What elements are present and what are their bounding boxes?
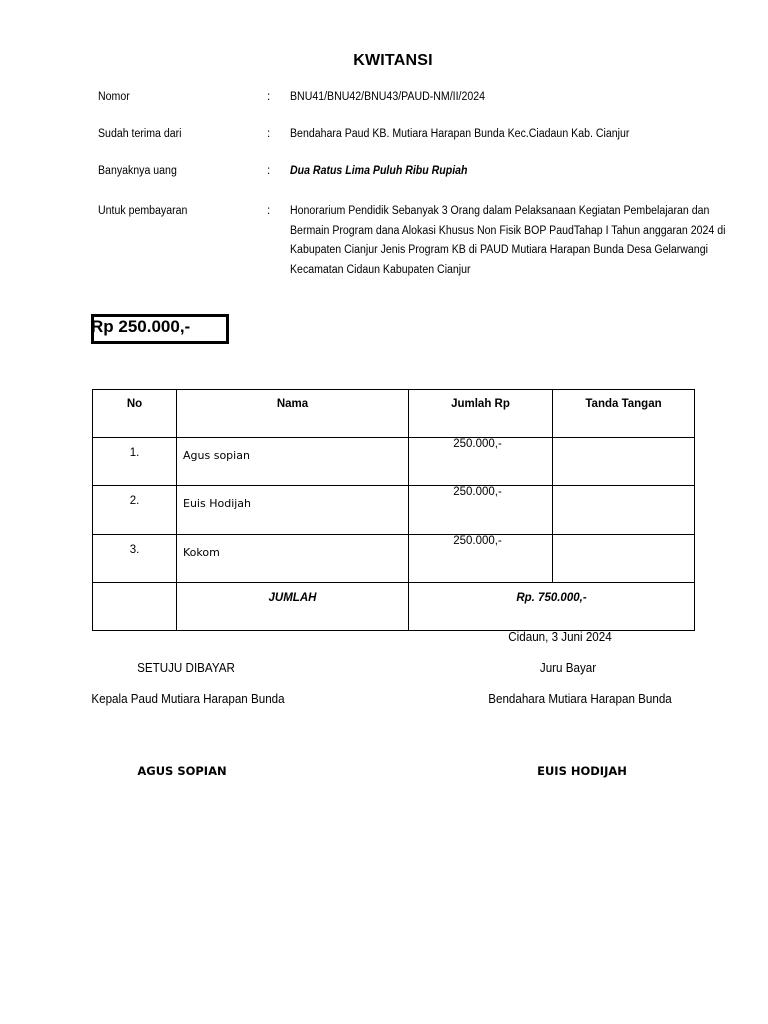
received-from-colon: :: [267, 128, 271, 140]
row-jumlah: [409, 438, 553, 486]
row-nama: Kokom: [177, 535, 409, 583]
payer-name: EUIS HODIJAH: [537, 764, 627, 778]
row-no: 2.: [93, 486, 177, 535]
amount-total: Rp 250.000,-: [91, 317, 191, 336]
approval-heading: SETUJU DIBAYAR: [137, 661, 235, 675]
approver-role: Kepala Paud Mutiara Harapan Bunda: [91, 692, 285, 706]
purpose-colon: :: [267, 205, 271, 217]
row-signature-cell: [553, 486, 695, 535]
table-row: [93, 535, 695, 583]
row-nama: Euis Hodijah: [177, 486, 409, 535]
row-jumlah-value: 250.000,-: [453, 535, 502, 547]
total-label: JUMLAH: [177, 583, 409, 631]
payment-table: [92, 389, 695, 631]
received-from-label: Sudah terima dari: [98, 128, 182, 140]
table-total-row: [93, 583, 695, 631]
received-from-value: Bendahara Paud KB. Mutiara Harapan Bunda Kec.Ciadaun Kab. Cianjur: [290, 128, 630, 140]
total-empty-cell: [93, 583, 177, 631]
header-jumlah: Jumlah Rp: [409, 390, 553, 438]
table-row: [93, 486, 695, 535]
row-jumlah-value: 250.000,-: [453, 438, 502, 450]
purpose-line: Bermain Program dana Alokasi Khusus Non Fisik BOP PaudTahap I Tahun anggaran 2024 di: [290, 224, 726, 237]
approver-name: AGUS SOPIAN: [137, 764, 227, 778]
purpose-line: Kecamatan Cidaun Kabupaten Cianjur: [290, 263, 471, 276]
row-no: 3.: [93, 535, 177, 583]
table-header-row: [93, 390, 695, 438]
header-no: No: [93, 390, 177, 438]
nomor-colon: :: [267, 91, 271, 103]
purpose-line: Kabupaten Cianjur Jenis Program KB di PAUD Mutiara Harapan Bunda Desa Gelarwangi: [290, 244, 708, 256]
row-no: 1.: [93, 438, 177, 486]
row-jumlah: [409, 535, 553, 583]
document-title: KWITANSI: [353, 52, 433, 69]
payer-role: Bendahara Mutiara Harapan Bunda: [488, 692, 672, 706]
payer-heading: Juru Bayar: [539, 661, 597, 675]
header-nama: Nama: [177, 390, 409, 438]
row-nama: Agus sopian: [177, 438, 409, 486]
nomor-label: Nomor: [98, 91, 130, 103]
amount-words-colon: :: [267, 165, 271, 177]
amount-words-label: Banyaknya uang: [98, 165, 177, 177]
purpose-line: Honorarium Pendidik Sebanyak 3 Orang dalam Pelaksanaan Kegiatan Pembelajaran dan: [290, 205, 710, 217]
purpose-label: Untuk pembayaran: [98, 205, 188, 217]
table-row: [93, 438, 695, 486]
row-signature-cell: [553, 438, 695, 486]
row-jumlah-value: 250.000,-: [453, 486, 502, 498]
row-signature-cell: [553, 535, 695, 583]
amount-words-value: Dua Ratus Lima Puluh Ribu Rupiah: [290, 165, 468, 177]
nomor-value: BNU41/BNU42/BNU43/PAUD-NM/II/2024: [290, 91, 486, 103]
purpose-text: [290, 202, 725, 280]
total-value: Rp. 750.000,-: [409, 583, 695, 631]
header-tanda-tangan: Tanda Tangan: [553, 390, 695, 438]
row-jumlah: [409, 486, 553, 535]
place-date: Cidaun, 3 Juni 2024: [508, 630, 612, 644]
